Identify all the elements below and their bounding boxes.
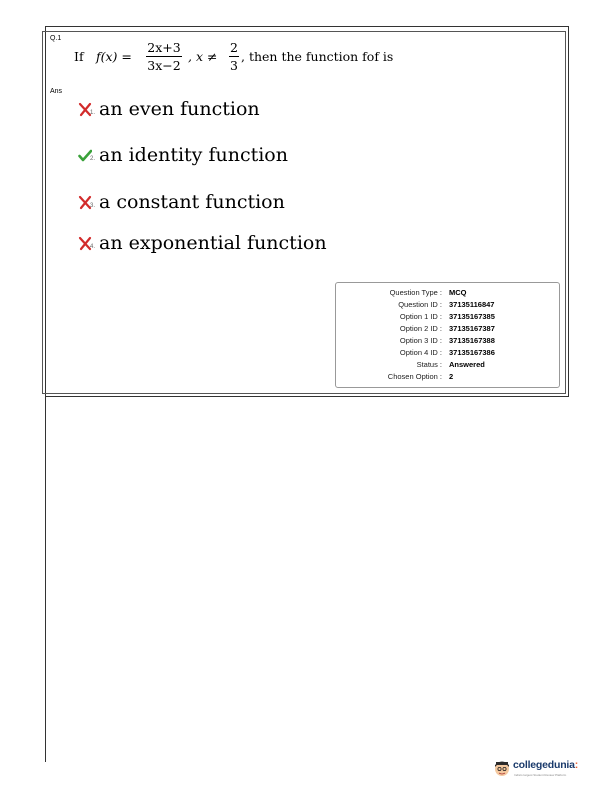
collegedunia-logo[interactable] <box>493 756 579 784</box>
option-index: 3. <box>90 203 96 209</box>
fraction-numerator: 2x+3 <box>147 40 181 55</box>
option-4[interactable] <box>78 231 327 255</box>
page-frame-top <box>45 26 569 27</box>
condition-fraction <box>229 40 239 73</box>
info-row: Status : Answered <box>416 360 485 369</box>
fraction-denominator: 3x−2 <box>147 58 181 73</box>
stem-fx: f(x) = <box>96 49 132 64</box>
option-index: 2. <box>90 156 96 162</box>
question-number: Q.1 <box>50 35 62 42</box>
stem-fraction <box>146 40 182 73</box>
info-row: Option 4 ID : 37135167386 <box>399 348 495 357</box>
info-row: Option 1 ID : 37135167385 <box>399 312 495 321</box>
condition-bar <box>229 56 239 57</box>
option-text: a constant function <box>99 191 285 213</box>
option-3[interactable] <box>78 190 285 214</box>
option-text: an exponential function <box>99 232 327 254</box>
checkmark-icon <box>78 147 92 163</box>
info-row: Option 2 ID : 37135167387 <box>399 324 495 333</box>
cross-icon <box>78 101 92 117</box>
info-row: Option 3 ID : 37135167388 <box>399 336 495 345</box>
option-index: 1. <box>90 110 96 116</box>
brand-tagline: India's largest Student Review Platform <box>514 773 567 777</box>
answer-label: Ans <box>50 88 63 95</box>
cross-icon <box>78 194 92 210</box>
option-1[interactable] <box>78 97 260 121</box>
info-row: Chosen Option : 2 <box>387 372 454 381</box>
page-frame-right <box>568 26 569 397</box>
condition-numerator: 2 <box>230 40 238 55</box>
brand-name: collegedunia: <box>513 759 579 771</box>
stem-if: If <box>74 49 84 64</box>
option-text: an even function <box>99 98 260 120</box>
cross-icon <box>78 235 92 251</box>
fraction-bar <box>146 56 182 57</box>
stem-condition: , x ≠ <box>188 49 218 64</box>
option-index: 4. <box>90 244 96 250</box>
info-row: Question Type : MCQ <box>389 288 467 297</box>
info-row: Question ID : 37135116847 <box>398 300 495 309</box>
student-mascot-icon <box>493 759 511 777</box>
question-info-panel <box>335 282 560 388</box>
option-text: an identity function <box>99 144 288 166</box>
option-2[interactable] <box>78 143 288 167</box>
stem-suffix: , then the function fof is <box>241 49 394 64</box>
condition-denominator: 3 <box>230 58 238 73</box>
page-frame-divider <box>45 396 569 397</box>
